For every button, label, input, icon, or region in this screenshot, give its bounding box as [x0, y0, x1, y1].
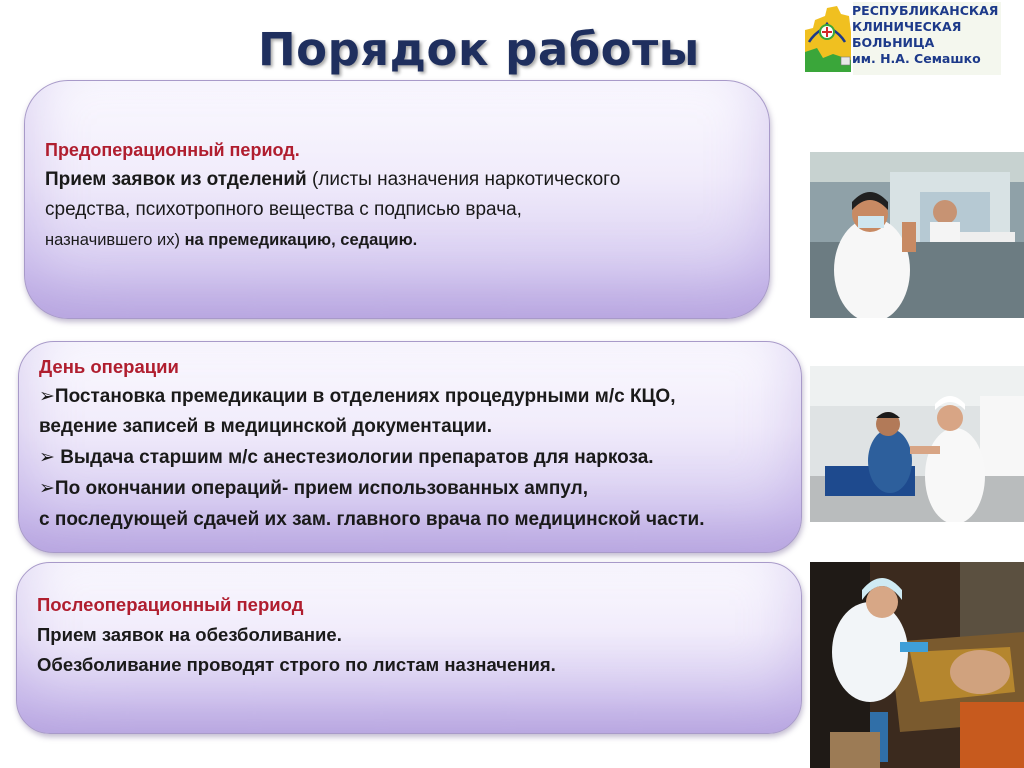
arrow-bullet-icon: ➢: [39, 478, 55, 499]
preoperative-line-2: средства, психотропного вещества с подписью врача,: [45, 199, 522, 220]
logo-text: [852, 3, 1001, 67]
surgery-day-item-2: ➢ Выдача старшим м/с анестезиологии препаратов для наркоза.: [39, 447, 654, 468]
surgery-day-item-3: ➢По окончании операций- прием использованных ампул,: [39, 478, 588, 499]
logo-line-3: БОЛЬНИЦА: [852, 35, 935, 50]
hospital-logo: [803, 2, 1001, 75]
preoperative-line-1: [45, 165, 620, 195]
photo-nurse-giving-injection: [810, 366, 1024, 522]
slide-title: Порядок работы: [258, 23, 700, 76]
requests-label: Прием заявок из отделений: [45, 169, 307, 190]
arrow-bullet-icon: ➢: [39, 386, 55, 407]
postoperative-line-1: Прием заявок на обезболивание.: [37, 624, 342, 645]
surgery-day-item-3-cont: с последующей сдачей их зам. главного врача по медицинской части.: [39, 509, 705, 530]
photo-nurse-at-patient-bedside: [810, 562, 1024, 768]
surgery-day-heading: День операции: [39, 356, 179, 377]
photo-nurse-at-window: [810, 152, 1024, 318]
surgery-day-item-1: ➢Постановка премедикации в отделениях процедурными м/с КЦО,: [39, 386, 676, 407]
surgery-day-item-1-cont: ведение записей в медицинской документации.: [39, 416, 492, 437]
postoperative-line-2: Обезболивание проводят строго по листам назначения.: [37, 654, 556, 675]
arrow-bullet-icon: ➢: [39, 447, 55, 468]
logo-line-2: КЛИНИЧЕСКАЯ: [852, 19, 962, 34]
postoperative-heading: Послеоперационный период: [37, 594, 304, 615]
logo-line-4: им. Н.А. Семашко: [852, 51, 981, 66]
preoperative-line-3: [45, 227, 417, 253]
hospital-logo-icon: [803, 2, 853, 75]
premedication-text: на премедикацию, седацию.: [184, 231, 418, 249]
preoperative-heading: Предоперационный период.: [45, 140, 300, 160]
prescriber-text: назначившего их): [45, 231, 185, 249]
logo-line-1: РЕСПУБЛИКАНСКАЯ: [852, 3, 999, 18]
postoperative-panel: [16, 562, 802, 734]
surgery-day-panel: [18, 341, 802, 553]
preoperative-panel: [24, 80, 770, 319]
requests-detail: (листы назначения наркотического: [306, 169, 621, 190]
